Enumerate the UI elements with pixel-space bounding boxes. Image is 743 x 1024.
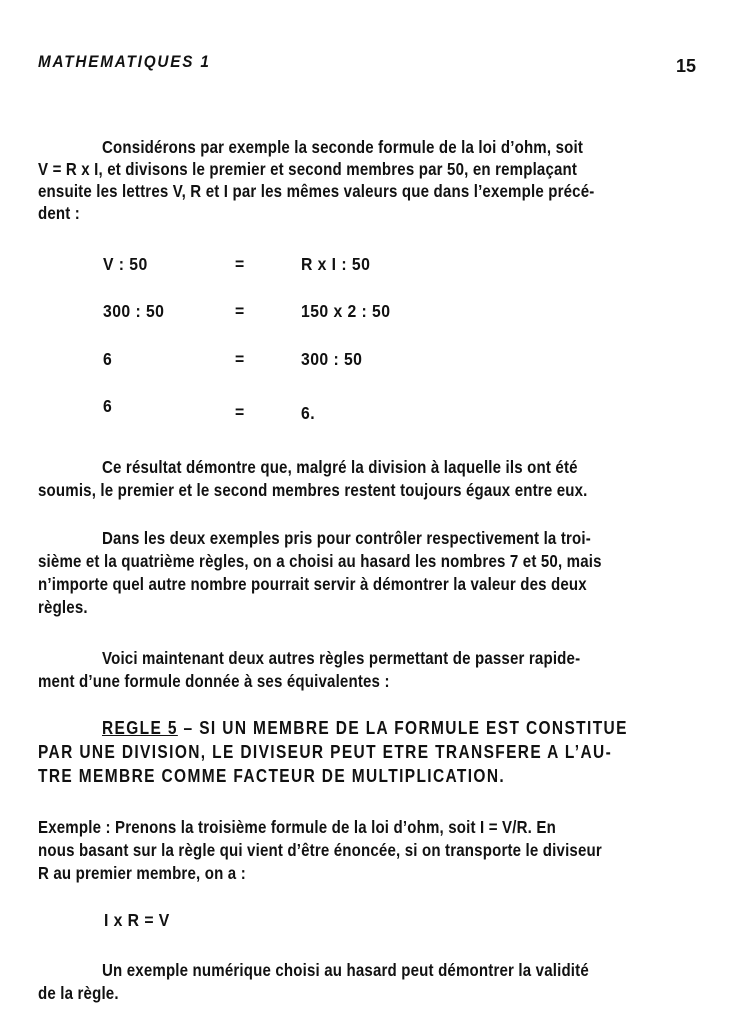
equation-right: R x I : 50 xyxy=(301,254,371,274)
equals-sign: = xyxy=(235,254,245,274)
equals-sign: = xyxy=(235,301,245,321)
example-formula: I x R = V xyxy=(104,910,170,930)
rule-line: PAR UNE DIVISION, LE DIVISEUR PEUT ETRE TRANSFERE A L’AU- xyxy=(38,742,613,762)
equation-left: V : 50 xyxy=(103,254,148,274)
text-line: n’importe quel autre nombre pourrait servir à démontrer la valeur des deux xyxy=(38,574,587,594)
page-number: 15 xyxy=(676,56,697,76)
text-line: règles. xyxy=(38,597,88,617)
text-line: Exemple : Prenons la troisième formule de la loi d’ohm, soit I = V/R. En xyxy=(38,817,556,837)
equation-left: 6 xyxy=(103,396,113,416)
equation-right: 150 x 2 : 50 xyxy=(301,301,391,321)
rule-label: REGLE 5 xyxy=(102,718,178,738)
text-line: sième et la quatrième règles, on a choisi au hasard les nombres 7 et 50, mais xyxy=(38,551,602,571)
equals-sign: = xyxy=(235,349,245,369)
equation-left: 300 : 50 xyxy=(103,301,165,321)
text-line: de la règle. xyxy=(38,983,119,1003)
text-line: soumis, le premier et le second membres restent toujours égaux entre eux. xyxy=(38,480,588,500)
text-line: V = R x I, et divisons le premier et second membres par 50, en remplaçant xyxy=(38,159,578,179)
text-line: dent : xyxy=(38,203,81,223)
text-line: Ce résultat démontre que, malgré la division à laquelle ils ont été xyxy=(102,457,578,477)
running-title: MATHEMATIQUES 1 xyxy=(38,52,211,71)
text-line: Dans les deux exemples pris pour contrôler respectivement la troi- xyxy=(102,528,591,548)
text-line: Considérons par exemple la seconde formule de la loi d’ohm, soit xyxy=(102,137,584,157)
rule-line: TRE MEMBRE COMME FACTEUR DE MULTIPLICATION. xyxy=(38,766,506,786)
text-line: nous basant sur la règle qui vient d’être énoncée, si on transporte le diviseur xyxy=(38,840,602,860)
text-line: ment d’une formule donnée à ses équivalentes : xyxy=(38,671,390,691)
text-line: Un exemple numérique choisi au hasard peut démontrer la validité xyxy=(102,960,589,980)
text-line: ensuite les lettres V, R et I par les mêmes valeurs que dans l’exemple précé- xyxy=(38,181,595,201)
rule-line xyxy=(102,717,628,739)
equation-left: 6 xyxy=(103,349,113,369)
equation-right: 6. xyxy=(301,403,316,423)
text-line: Voici maintenant deux autres règles permettant de passer rapide- xyxy=(102,648,581,668)
rule-text: – SI UN MEMBRE DE LA FORMULE EST CONSTITUE xyxy=(177,718,628,738)
equals-sign: = xyxy=(235,402,245,422)
equation-right: 300 : 50 xyxy=(301,349,363,369)
text-line: R au premier membre, on a : xyxy=(38,863,246,883)
